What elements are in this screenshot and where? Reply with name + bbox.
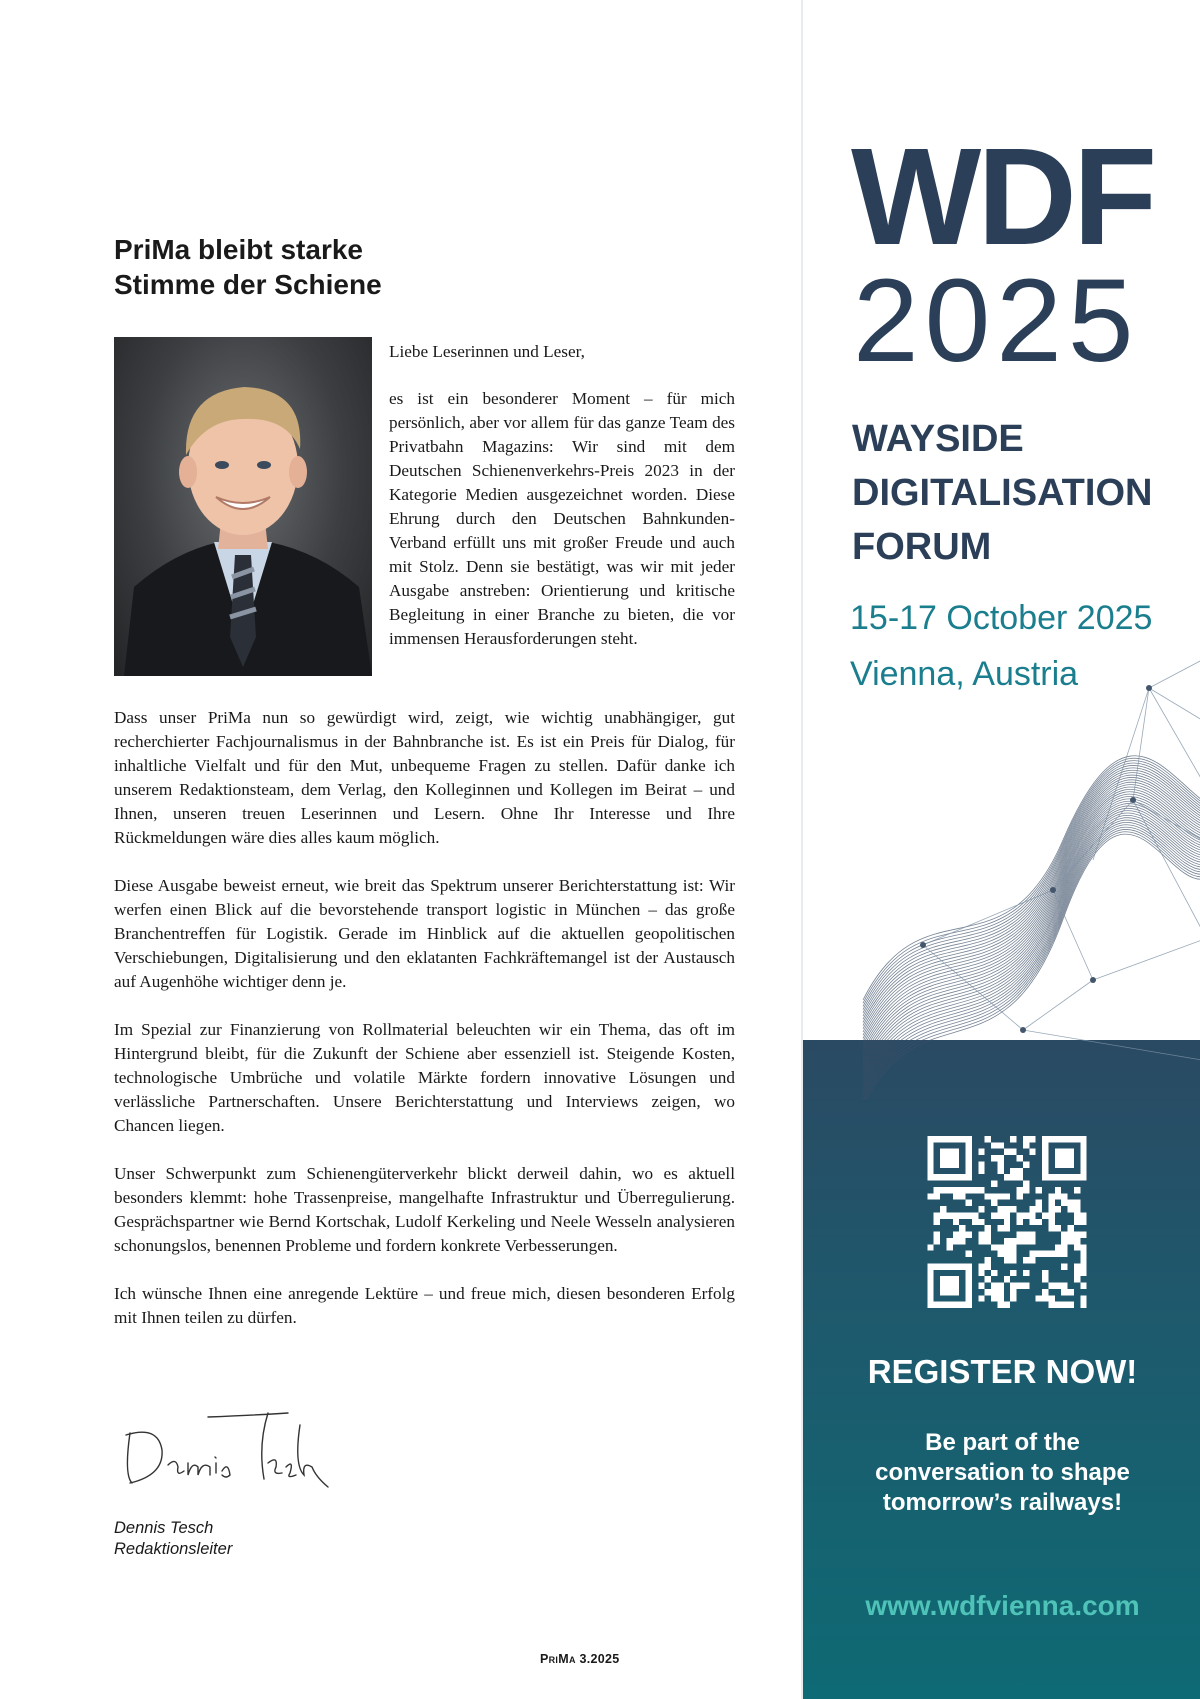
wdf-advertisement: [801, 0, 1200, 1699]
title-line-2: Stimme der Schiene: [114, 269, 382, 300]
register-now-button[interactable]: REGISTER NOW!: [867, 1353, 1138, 1390]
event-date: 15-17 October 2025: [850, 599, 1153, 637]
event-website-link[interactable]: www.wdfvienna.com: [865, 1590, 1140, 1621]
forum-name-line-2: DIGITALISATION: [852, 472, 1153, 514]
body-paragraph-3: Im Spezial zur Finanzierung von Rollmaterial beleuchten wir ein Thema, das oft im Hintergrund bleibt, für die Zukunft der Schiene aber essenziell ist. Steigende Kosten, technologische Umbrüche und volatile Märkte fordern innovative Lösungen und verlässliche Partnerschaften. Unsere Berichterstattung und Interviews zeigen, wo Chancen liegen.: [114, 1020, 735, 1135]
signer-role: Redaktionsleiter: [114, 1540, 233, 1558]
body-paragraph-2: Diese Ausgabe beweist erneut, wie breit das Spektrum unserer Berichterstattung ist: Wir werfen einen Blick auf die bevorstehende transport logistic in München – das große Branchentreffen für Logistik. Gerade im Hinblick auf die aktuellen geopolitischen Verschiebungen, Digitalisierung und den eklatanten Fachkräftemangel ist der Austausch auf Augenhöhe wichtiger denn je.: [114, 876, 735, 991]
ad-tagline: [803, 1428, 1200, 1518]
body-paragraph-4: Unser Schwerpunkt zum Schienengüterverkehr blickt derweil dahin, wo es aktuell besonders klemmt: hohe Trassenpreise, mangelhafte Infrastruktur und Überregulierung. Gesprächspartner wie Bernd Kortschak, Ludolf Kerkeling und Neele Wesseln analysieren schonungslos, benennen Probleme und fordern konkrete Verbesserungen.: [114, 1164, 735, 1255]
title-line-1: PriMa bleibt starke: [114, 234, 363, 265]
wave-network-graphic: [803, 640, 1200, 1100]
tagline-line-3: tomorrow’s railways!: [882, 1489, 1123, 1516]
forum-name: [852, 412, 1192, 574]
qr-code[interactable]: [927, 1136, 1087, 1308]
wdf-logo: WDF: [851, 120, 1154, 274]
event-location: Vienna, Austria: [850, 655, 1079, 693]
handwritten-signature: [118, 1405, 348, 1495]
event-year: 2025: [853, 255, 1140, 387]
greeting: Liebe Leserinnen und Leser,: [389, 342, 585, 361]
signer-block: [114, 1518, 232, 1560]
body-paragraph-5: Ich wünsche Ihnen eine anregende Lektüre – und freue mich, diesen besonderen Erfolg mit Ihnen teilen zu dürfen.: [114, 1284, 735, 1327]
forum-name-line-3: FORUM: [852, 526, 992, 568]
body-paragraph-1: Dass unser PriMa nun so gewürdigt wird, zeigt, wie wichtig unabhängiger, gut recherchierter Fachjournalismus in der Bahnbranche ist. Es ist ein Preis für Dialog, für inhaltliche Vielfalt und für den Mut, unbequeme Fragen zu stellen. Dafür danke ich unserem Redaktionsteam, dem Verlag, den Kolleginnen und Kollegen im Beirat – und Ihnen, unseren treuen Leserinnen und Lesern. Ohne Ihr Interesse und Ihre Rückmeldungen wäre dies alles kaum möglich.: [114, 708, 735, 847]
tagline-line-2: conversation to shape: [875, 1459, 1130, 1486]
page-footer: PriMa 3.2025: [540, 1652, 620, 1666]
tagline-line-1: Be part of the: [925, 1429, 1080, 1456]
editorial-body: [114, 706, 735, 1354]
editorial-title: [114, 232, 474, 302]
signer-name: Dennis Tesch: [114, 1519, 214, 1537]
forum-name-line-1: WAYSIDE: [852, 418, 1024, 460]
author-portrait: [114, 337, 372, 676]
intro-text: [389, 340, 735, 651]
intro-paragraph: es ist ein besonderer Moment – für mich persönlich, aber vor allem für das ganze Team des Privatbahn Magazins: Wir sind mit dem Deutschen Schienenverkehrs-Preis 2023 in der Kategorie Medien ausgezeichnet worden. Diese Ehrung durch den Deutschen Bahnkunden-Verband erfüllt uns mit großer Freude und auch mit Stolz. Denn sie bestätigt, was wir mit jeder Ausgabe anstreben: Orientierung und kritische Begleitung in einer Branche zu bieten, die vor immensen Herausforderungen steht.: [389, 389, 735, 648]
